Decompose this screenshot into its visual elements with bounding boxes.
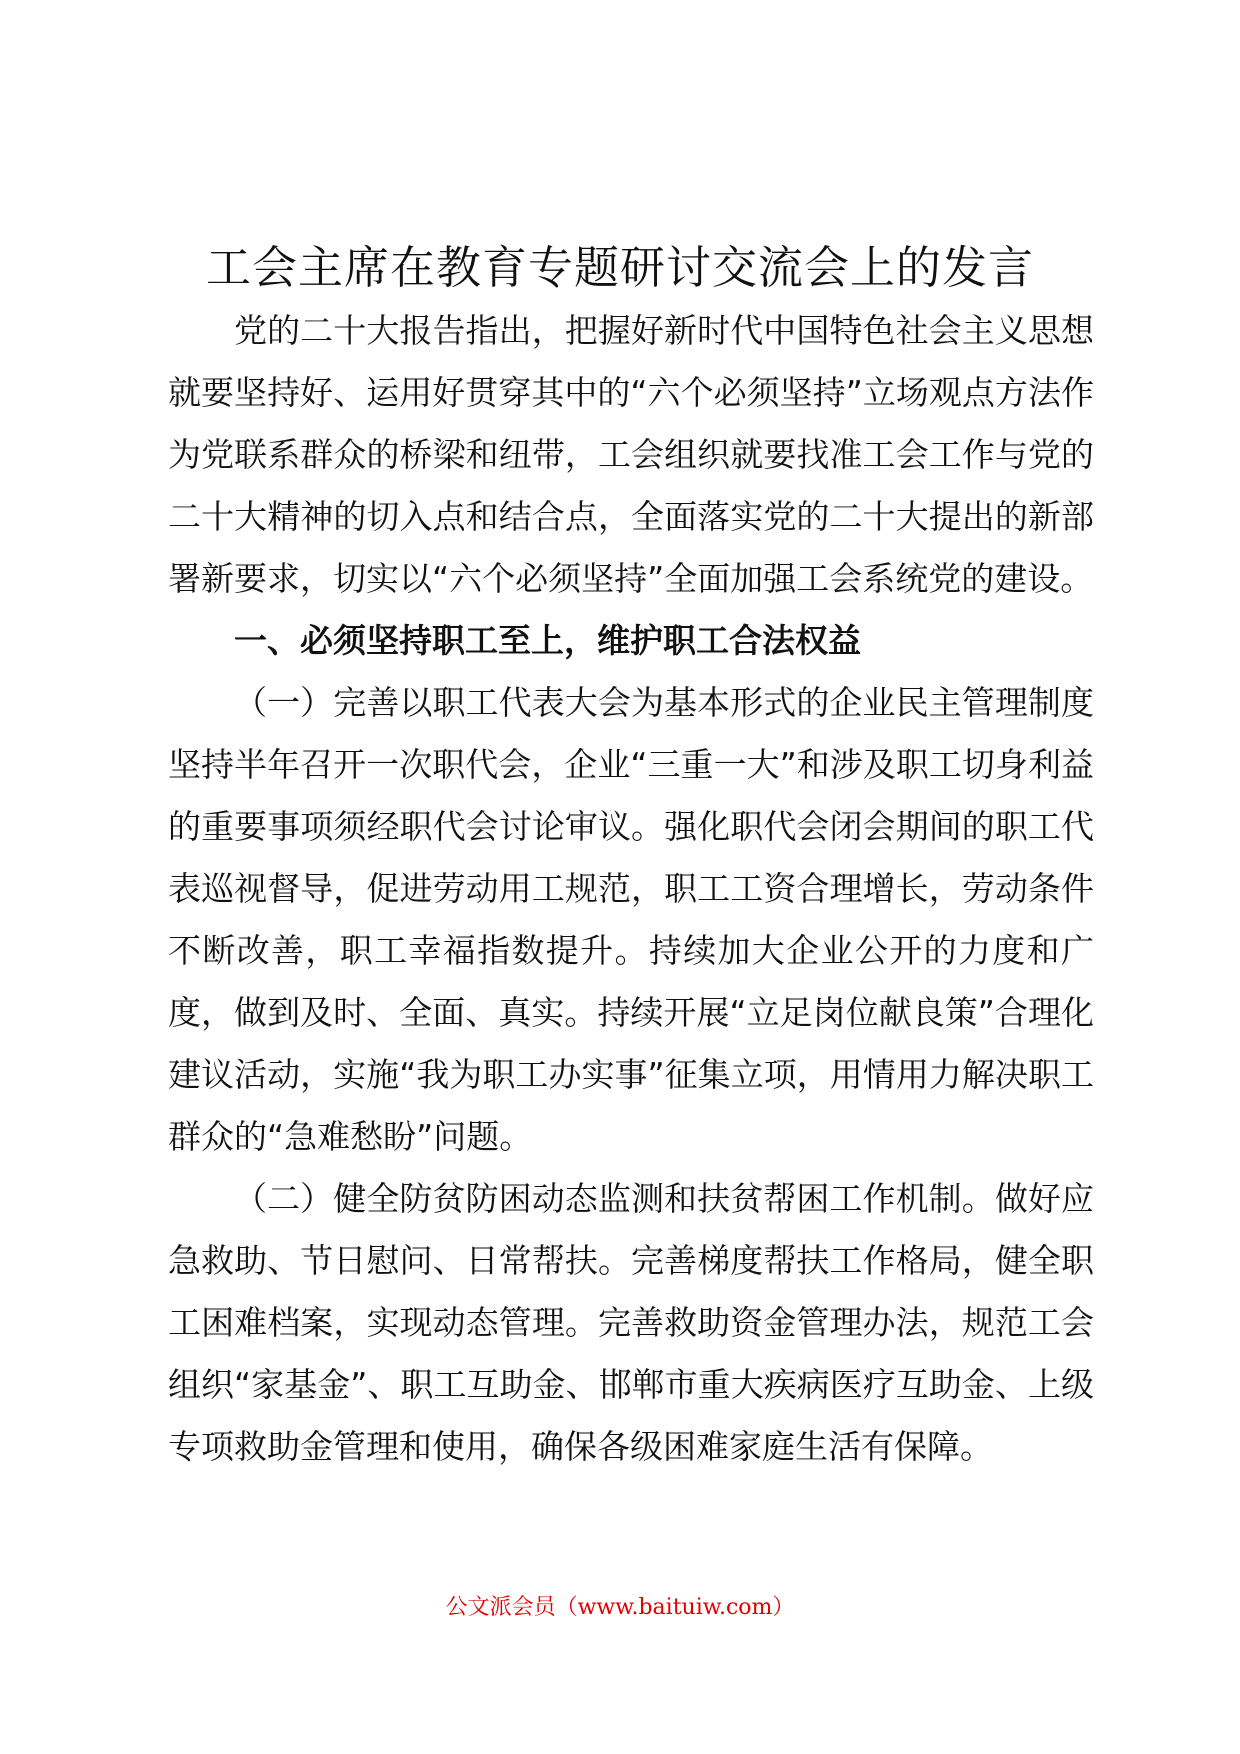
document-title: 工会主席在教育专题研讨交流会上的发言 bbox=[205, 241, 1034, 294]
intro-paragraph: 党的二十大报告指出，把握好新时代中国特色社会主义思想就要坚持好、运用好贯穿其中的“六个必须坚持”立场观点方法作为党联系群众的桥梁和纽带，工会组织就要找准工会工作与党的二十大精神的切入点和结合点，全面落实党的二十大提出的新部署新要求，切实以“六个必须坚持”全面加强工会系统党的建设。 bbox=[168, 311, 1094, 598]
document-body bbox=[168, 300, 1094, 1478]
section-heading: 一、必须坚持职工至上，维护职工合法权益 bbox=[234, 621, 861, 660]
item-paragraph-2: （二）健全防贫防困动态监测和扶贫帮困工作机制。做好应急救助、节日慰问、日常帮扶。完善梯度帮扶工作格局，健全职工困难档案，实现动态管理。完善救助资金管理办法，规范工会组织“家基金”、职工互助金、邯郸市重大疾病医疗互助金、上级专项救助金管理和使用，确保各级困难家庭生活有保障。 bbox=[168, 1179, 1094, 1466]
item-paragraph-1: （一）完善以职工代表大会为基本形式的企业民主管理制度坚持半年召开一次职代会，企业“三重一大”和涉及职工切身利益的重要事项须经职代会讨论审议。强化职代会闭会期间的职工代表巡视督导，促进劳动用工规范，职工工资合理增长，劳动条件不断改善，职工幸福指数提升。持续加大企业公开的力度和广度，做到及时、全面、真实。持续开展“立足岗位献良策”合理化建议活动，实施“我为职工办实事”征集立项，用情用力解决职工群众的“急难愁盼”问题。 bbox=[168, 683, 1094, 1156]
footer-watermark: 公文派会员（www.baituiw.com） bbox=[445, 1595, 795, 1620]
